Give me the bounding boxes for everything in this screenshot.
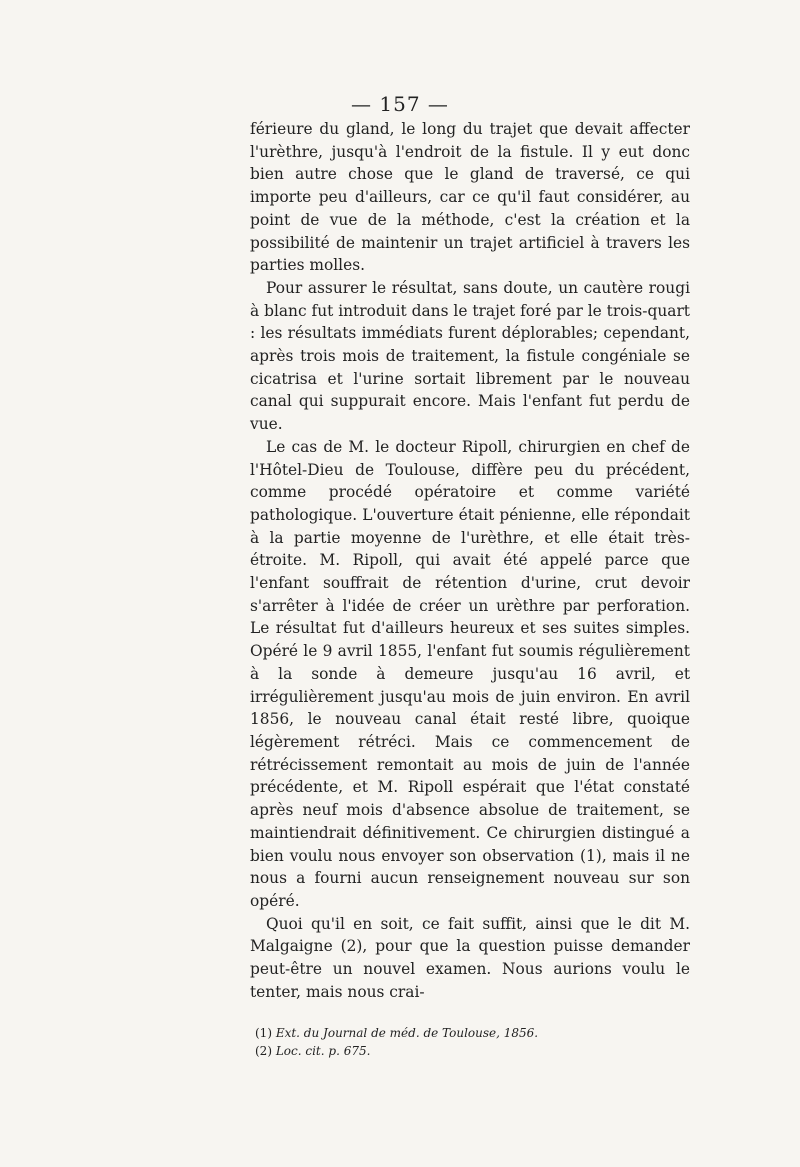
page-number: — 157 —: [351, 92, 449, 116]
paragraph-1: férieure du gland, le long du trajet que devait affecter l'urèthre, jusqu'à l'endroit de la fistule. Il y eut donc bien autre chose que le gland de traversé, ce qui importe peu d'ailleurs, car ce qu'il faut considérer, au point de vue de la méthode, c'est la création et la possibilité de maintenir un trajet artificiel à travers les parties molles.: [250, 120, 690, 275]
footnote-text: Ext. du Journal de méd. de Toulouse, 1856.: [275, 1026, 539, 1040]
paragraph-4: Quoi qu'il en soit, ce fait suffit, ainsi que le dit M. Malgaigne (2), pour que la question puisse demander peut-être un nouvel examen. Nous aurions voulu le tenter, mais nous crai-: [250, 914, 690, 1001]
body-text: [250, 118, 690, 1003]
footnote-number: (1): [255, 1026, 272, 1040]
footnote-number: (2): [255, 1044, 272, 1058]
paragraph-3: Le cas de M. le docteur Ripoll, chirurgien en chef de l'Hôtel-Dieu de Toulouse, diffère peu du précédent, comme procédé opératoire et comme variété pathologique. L'ouverture était pénienne, elle répondait à la partie moyenne de l'urèthre, et elle était très-étroite. M. Ripoll, qui avait été appelé parce que l'enfant souffrait de rétention d'urine, crut devoir s'arrêter à l'idée de créer un urèthre par perforation. Le résultat fut d'ailleurs heureux et ses suites simples. Opéré le 9 avril 1855, l'enfant fut soumis régulièrement à la sonde à demeure jusqu'au 16 avril, et irrégulièrement jusqu'au mois de juin environ. En avril 1856, le nouveau canal était resté libre, quoique légèrement rétréci. Mais ce commencement de rétrécissement remontait au mois de juin de l'année précédente, et M. Ripoll espérait que l'état constaté après neuf mois d'absence absolue de traitement, se maintiendrait définitivement. Ce chirurgien distingué a bien voulu nous envoyer son observation (1), mais il ne nous a fourni aucun renseignement nouveau sur son opéré.: [250, 437, 690, 910]
footnote-2: [255, 1042, 695, 1060]
footnotes: [255, 1024, 695, 1060]
footnote-1: [255, 1024, 695, 1042]
paragraph-2: Pour assurer le résultat, sans doute, un cautère rougi à blanc fut introduit dans le trajet foré par le trois-quart : les résultats immédiats furent déplorables; cependant, après trois mois de traitement, la fistule congéniale se cicatrisa et l'urine sortait librement par le nouveau canal qui suppurait encore. Mais l'enfant fut perdu de vue.: [250, 278, 690, 434]
footnote-text: Loc. cit. p. 675.: [275, 1044, 371, 1058]
